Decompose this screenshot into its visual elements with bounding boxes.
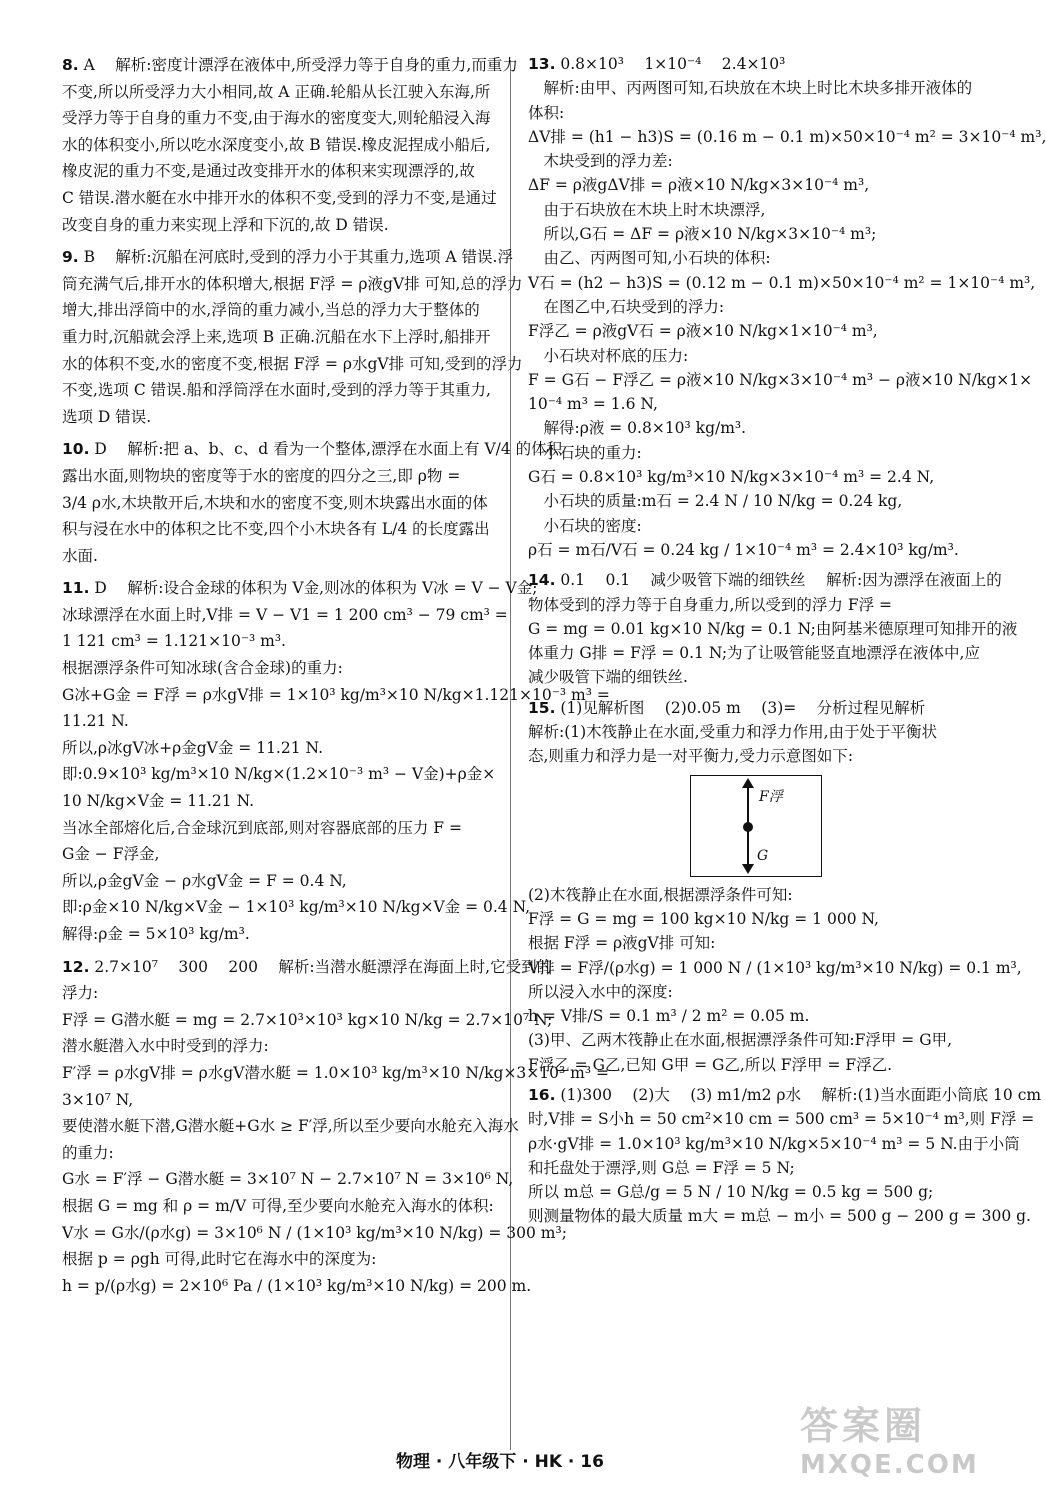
text-line — [528, 441, 968, 465]
line-text: B 解析:沉船在河底时,受到的浮力小于其重力,选项 A 错误.浮 — [78, 248, 513, 267]
text-line — [528, 568, 1002, 592]
text-line — [528, 617, 1018, 641]
text-line — [62, 543, 494, 570]
line-text: 时,V排 = S小h = 50 cm²×10 cm = 500 cm³ = 5×10⁻⁴ m³,则 F浮 = — [528, 1110, 1035, 1129]
text-line — [62, 490, 494, 517]
arrow-down-icon — [742, 864, 754, 874]
line-text: ΔV排 = (h1 − h3)S = (0.16 m − 0.1 m)×50×10⁻⁴ m² = 3×10⁻⁴ m³, — [528, 127, 1046, 146]
text-line — [528, 319, 968, 343]
line-text: F浮 = G潜水艇 = mg = 2.7×10³×10³ kg×10 N/kg = 2.7×10⁷ N; — [62, 1010, 553, 1029]
line-text: F浮乙 = ρ液gV石 = ρ液×10 N/kg×1×10⁻⁴ m³, — [528, 322, 878, 341]
line-text: 11.21 N. — [62, 712, 129, 731]
line-text: 根据 F浮 = ρ液gV排 可知: — [528, 934, 716, 953]
line-text: 解得:ρ金 = 5×10³ kg/m³. — [62, 925, 250, 943]
text-line — [62, 185, 497, 212]
page-footer: 物理 · 八年级下 · HK · 16 — [396, 1452, 604, 1472]
text-line — [62, 788, 494, 815]
line-text: (3)甲、乙两木筏静止在水面,根据漂浮条件可知:F浮甲 = G甲, — [528, 1031, 953, 1050]
text-line — [62, 351, 523, 378]
text-line — [62, 1140, 494, 1167]
line-text: 减少吸管下端的细铁丝. — [528, 668, 688, 687]
watermark-text: 答案圈 — [800, 1404, 927, 1448]
text-line — [62, 921, 494, 948]
line-text: 10 N/kg×V金 = 11.21 N. — [62, 792, 255, 811]
text-line — [528, 1180, 968, 1204]
line-text: 小石块对杯底的压力: — [528, 346, 689, 365]
line-text: 木块受到的浮力差: — [528, 152, 673, 171]
text-line — [528, 149, 968, 173]
text-line — [528, 1004, 968, 1028]
line-text: 所以 m总 = G总/g = 5 N / 10 N/kg = 0.5 kg = 500 g; — [528, 1183, 934, 1202]
text-line — [62, 761, 494, 788]
question-number: 12. — [62, 957, 90, 976]
right-column-bottom — [528, 883, 1042, 1229]
line-text: ρ石 = m石/V石 = 0.24 kg / 1×10⁻⁴ m³ = 2.4×10³ kg/m³. — [528, 540, 959, 559]
text-line — [62, 132, 494, 159]
line-text: 重力时,沉船就会浮上来,选项 B 正确.沉船在水下上浮时,船排开 — [62, 327, 491, 346]
text-line — [62, 708, 494, 735]
text-line — [528, 489, 968, 513]
line-text: 10⁻⁴ m³ = 1.6 N, — [528, 395, 658, 414]
question-number: 16. — [528, 1085, 556, 1104]
text-line — [528, 907, 968, 931]
text-line — [62, 1246, 494, 1273]
line-text: C 错误.潜水艇在水中排开水的体积不变,受到的浮力不变,是通过 — [62, 188, 497, 207]
right-column-top — [528, 52, 1046, 769]
line-text: V石 = (h2 − h3)S = (0.12 m − 0.1 m)×50×10⁻⁴ m² = 1×10⁻⁴ m³, — [528, 273, 1036, 292]
line-text: 即:ρ金×10 N/kg×V金 − 1×10³ kg/m³×10 N/kg×V金 = 0.4 N, — [62, 898, 531, 917]
line-text: 0.1 0.1 减少吸管下端的细铁丝 解析:因为漂浮在液面上的 — [555, 571, 1002, 590]
text-line — [62, 516, 494, 543]
text-line — [528, 101, 968, 125]
line-text: 不变,选项 C 错误.船和浮筒浮在水面时,受到的浮力等于其重力, — [62, 381, 491, 400]
line-text: ρ水·gV排 = 1.0×10³ kg/m³×10 N/kg×5×10⁻⁴ m³ = 5 N.由于小筒 — [528, 1134, 1020, 1153]
line-text: 3/4 ρ水,木块散开后,木块和水的密度不变,则木块露出水面的体 — [62, 493, 488, 512]
line-text: h = V排/S = 0.1 m³ / 2 m² = 0.05 m. — [528, 1007, 810, 1026]
line-text: D 解析:把 a、b、c、d 看为一个整体,漂浮在水面上有 V/4 的体积 — [89, 440, 563, 459]
line-text: G石 = 0.8×10³ kg/m³×10 N/kg×3×10⁻⁴ m³ = 2.4 N, — [528, 468, 935, 487]
right-column — [528, 52, 1046, 1229]
line-text: 解析:由甲、丙两图可知,石块放在木块上时比木块多排开液体的 — [528, 79, 973, 98]
buoyancy-label: F浮 — [759, 788, 783, 805]
line-text: 冰球漂浮在水面上时,V排 = V − V1 = 1 200 cm³ − 79 cm³ = — [62, 605, 508, 624]
text-line — [62, 1113, 519, 1140]
line-text: F′浮 = ρ水gV排 = ρ水gV潜水艇 = 1.0×10³ kg/m³×10 N/kg×3×10³ m³ = — [62, 1063, 609, 1082]
line-text: 所以,ρ冰gV冰+ρ金gV金 = 11.21 N. — [62, 738, 324, 757]
question-number: 11. — [62, 579, 90, 598]
line-text: 所以,ρ金gV金 − ρ水gV金 = F = 0.4 N, — [62, 871, 347, 890]
text-line — [528, 416, 968, 440]
text-line — [62, 1087, 494, 1114]
text-line — [62, 212, 494, 239]
text-line — [528, 980, 968, 1004]
line-text: 1 121 cm³ = 1.121×10⁻³ m³. — [62, 632, 286, 651]
text-line — [62, 1166, 514, 1193]
line-text: 则测量物体的最大质量 m大 = m总 − m小 = 500 g − 200 g = 300 g. — [528, 1207, 1031, 1226]
line-text: 小石块的重力: — [528, 443, 642, 462]
watermark-logo — [800, 1395, 990, 1485]
line-text: 和托盘处于漂浮,则 G总 = F浮 = 5 N; — [528, 1158, 795, 1177]
line-text: D 解析:设合金球的体积为 V金,则冰的体积为 V冰 = V − V金; — [89, 579, 538, 598]
line-text: 解得:ρ液 = 0.8×10³ kg/m³. — [528, 419, 747, 438]
text-line — [528, 720, 968, 744]
line-text: 增大,排出浮筒中的水,浮筒的重力减小,当总的浮力大于整体的 — [62, 301, 480, 320]
line-text: 根据 p = ρgh 可得,此时它在海水中的深度为: — [62, 1250, 377, 1269]
text-line — [62, 52, 518, 79]
text-line — [528, 392, 968, 416]
text-line — [528, 1053, 968, 1077]
line-text: A 解析:密度计漂浮在液体中,所受浮力等于自身的重力,而重力 — [78, 56, 518, 74]
line-text: 3×10⁷ N, — [62, 1090, 134, 1109]
text-line — [528, 665, 968, 689]
line-text: 所以,G石 = ΔF = ρ液×10 N/kg×3×10⁻⁴ m³; — [528, 225, 877, 244]
line-text: 0.8×10³ 1×10⁻⁴ 2.4×10³ — [555, 55, 786, 73]
text-line — [62, 297, 494, 324]
text-line — [62, 1193, 494, 1220]
text-line — [528, 883, 968, 907]
text-line — [62, 575, 538, 602]
text-line — [62, 735, 494, 762]
text-line — [62, 1220, 567, 1247]
text-line — [528, 1083, 1042, 1107]
text-line — [62, 628, 494, 655]
text-line — [528, 344, 968, 368]
text-line — [62, 324, 494, 351]
line-text: 潜水艇潜入水中时受到的浮力: — [62, 1037, 269, 1056]
text-line — [528, 173, 968, 197]
line-text: F浮乙 = G乙,已知 G甲 = G乙,所以 F浮甲 = F浮乙. — [528, 1055, 893, 1074]
text-line — [62, 105, 494, 132]
text-line — [528, 125, 1046, 149]
line-text: G冰+G金 = F浮 = ρ水gV排 = 1×10³ kg/m³×10 N/kg×1.121×10⁻³ m³ = — [62, 685, 610, 704]
line-text: 浮力: — [62, 984, 99, 1003]
line-text: 改变自身的重力来实现上浮和下沉的,故 D 错误. — [62, 215, 389, 234]
text-line — [62, 655, 494, 682]
line-text: 根据漂浮条件可知冰球(含合金球)的重力: — [62, 659, 343, 678]
text-line — [528, 198, 968, 222]
line-text: 不变,所以所受浮力大小相同,故 A 正确.轮船从长江驶入东海,所 — [62, 82, 491, 101]
text-line — [62, 841, 494, 868]
line-text: (2)木筏静止在水面,根据漂浮条件可知: — [528, 885, 793, 904]
line-text: 根据 G = mg 和 ρ = m/V 可得,至少要向水舱充入海水的体积: — [62, 1196, 494, 1215]
gravity-label: G — [757, 847, 769, 864]
text-line — [62, 980, 494, 1007]
question-number: 9. — [62, 248, 79, 267]
question-number: 8. — [62, 56, 79, 74]
center-point — [743, 822, 753, 832]
text-line — [528, 465, 968, 489]
text-line — [528, 1107, 1035, 1131]
text-line — [62, 815, 494, 842]
line-text: 所以浸入水中的深度: — [528, 982, 673, 1001]
question-number: 14. — [528, 571, 556, 590]
line-text: (1)见解析图 (2)0.05 m (3)= 分析过程见解析 — [555, 698, 926, 717]
line-text: F浮 = G = mg = 100 kg×10 N/kg = 1 000 N, — [528, 909, 879, 928]
force-diagram — [690, 775, 822, 877]
question-number: 15. — [528, 698, 556, 717]
text-line — [528, 931, 968, 955]
text-line — [528, 641, 980, 665]
text-line — [528, 1028, 968, 1052]
text-line — [62, 79, 494, 106]
text-line — [62, 602, 508, 629]
text-line — [62, 271, 523, 298]
line-text: 筒充满气后,排开水的体积增大,根据 F浮 = ρ液gV排 可知,总的浮力 — [62, 274, 523, 293]
line-text: 2.7×10⁷ 300 200 解析:当潜水艇漂浮在海面上时,它受到的 — [89, 957, 553, 976]
text-line — [528, 538, 968, 562]
text-line — [62, 463, 494, 490]
line-text: 小石块的密度: — [528, 516, 642, 535]
text-line — [62, 1060, 609, 1087]
text-line — [528, 696, 968, 720]
line-text: V排 = F浮/(ρ水g) = 1 000 N / (1×10³ kg/m³×10 N/kg) = 0.1 m³, — [528, 958, 1022, 977]
text-line — [62, 868, 494, 895]
line-text: F = G石 − F浮乙 = ρ液×10 N/kg×3×10⁻⁴ m³ − ρ液×10 N/kg×1× — [528, 370, 1033, 389]
line-text: 受浮力等于自身的重力不变,由于海水的密度变大,则轮船浸入海 — [62, 109, 491, 128]
text-line — [528, 52, 968, 76]
text-line — [528, 514, 968, 538]
text-line — [62, 244, 513, 271]
line-text: ΔF = ρ液gΔV排 = ρ液×10 N/kg×3×10⁻⁴ m³, — [528, 176, 870, 195]
text-line — [528, 76, 973, 100]
text-line — [528, 593, 968, 617]
line-text: 水面. — [62, 546, 98, 565]
question-number: 10. — [62, 440, 90, 459]
line-text: G水 = F′浮 − G潜水艇 = 3×10⁷ N − 2.7×10⁷ N = 3×10⁶ N, — [62, 1170, 514, 1189]
line-text: 解析:(1)木筏静止在水面,受重力和浮力作用,由于处于平衡状 — [528, 723, 938, 742]
line-text: 体重力 G排 = F浮 = 0.1 N;为了让吸管能竖直地漂浮在液体中,应 — [528, 644, 980, 663]
text-line — [62, 1033, 494, 1060]
line-text: G = mg = 0.01 kg×10 N/kg = 0.1 N;由阿基米德原理可知排开的液 — [528, 619, 1018, 638]
line-text: G金 − F浮金, — [62, 845, 160, 864]
text-line — [528, 744, 968, 768]
line-text: 由乙、丙两图可知,小石块的体积: — [528, 249, 771, 268]
line-text: h = p/(ρ水g) = 2×10⁶ Pa / (1×10³ kg/m³×10 N/kg) = 200 m. — [62, 1276, 532, 1295]
line-text: 小石块的质量:m石 = 2.4 N / 10 N/kg = 0.24 kg, — [528, 492, 903, 511]
text-line — [528, 956, 1022, 980]
text-line — [528, 1132, 1020, 1156]
watermark-url: MXQE.COM — [800, 1450, 979, 1480]
line-text: V水 = G水/(ρ水g) = 3×10⁶ N / (1×10³ kg/m³×10 N/kg) = 300 m³; — [62, 1223, 567, 1242]
line-text: 积与浸在水中的体积之比不变,四个小木块各有 L/4 的长度露出 — [62, 520, 490, 539]
text-line — [62, 436, 563, 463]
text-line — [528, 1156, 968, 1180]
line-text: 即:0.9×10³ kg/m³×10 N/kg×(1.2×10⁻³ m³ − V金)+ρ金× — [62, 765, 496, 784]
text-line — [62, 1007, 553, 1034]
text-line — [528, 271, 1036, 295]
line-text: (1)300 (2)大 (3) m1/m2 ρ水 解析:(1)当水面距小筒底 10 cm — [555, 1085, 1042, 1104]
line-text: 水的体积不变,水的密度不变,根据 F浮 = ρ水gV排 可知,受到的浮力 — [62, 354, 523, 373]
line-text: 态,则重力和浮力是一对平衡力,受力示意图如下: — [528, 747, 854, 766]
line-text: 橡皮泥的重力不变,是通过改变排开水的体积来实现漂浮的,故 — [62, 162, 475, 181]
line-text: 在图乙中,石块受到的浮力: — [528, 297, 725, 316]
text-line — [528, 1204, 1031, 1228]
line-text: 由于石块放在木块上时木块漂浮, — [528, 200, 766, 219]
text-line — [528, 295, 968, 319]
line-text: 水的体积变小,所以吃水深度变小,故 B 错误.橡皮泥捏成小船后, — [62, 135, 491, 154]
text-line — [528, 246, 968, 270]
text-line — [62, 1273, 532, 1300]
text-line — [62, 954, 553, 981]
line-text: 要使潜水艇下潜,G潜水艇+G水 ≥ F′浮,所以至少要向水舱充入海水 — [62, 1117, 519, 1136]
text-line — [62, 404, 494, 431]
line-text: 的重力: — [62, 1143, 114, 1162]
text-line — [528, 368, 1033, 392]
line-text: 当冰全部熔化后,合金球沉到底部,则对容器底部的压力 F = — [62, 818, 462, 837]
text-line — [62, 377, 494, 404]
question-number: 13. — [528, 55, 556, 73]
line-text: 物体受到的浮力等于自身重力,所以受到的浮力 F浮 = — [528, 595, 893, 614]
line-text: 露出水面,则物块的密度等于水的密度的四分之三,即 ρ物 = — [62, 466, 461, 485]
text-line — [528, 222, 968, 246]
text-line — [62, 158, 494, 185]
line-text: 选项 D 错误. — [62, 407, 152, 426]
text-line — [62, 894, 531, 921]
line-text: 体积: — [528, 103, 565, 122]
